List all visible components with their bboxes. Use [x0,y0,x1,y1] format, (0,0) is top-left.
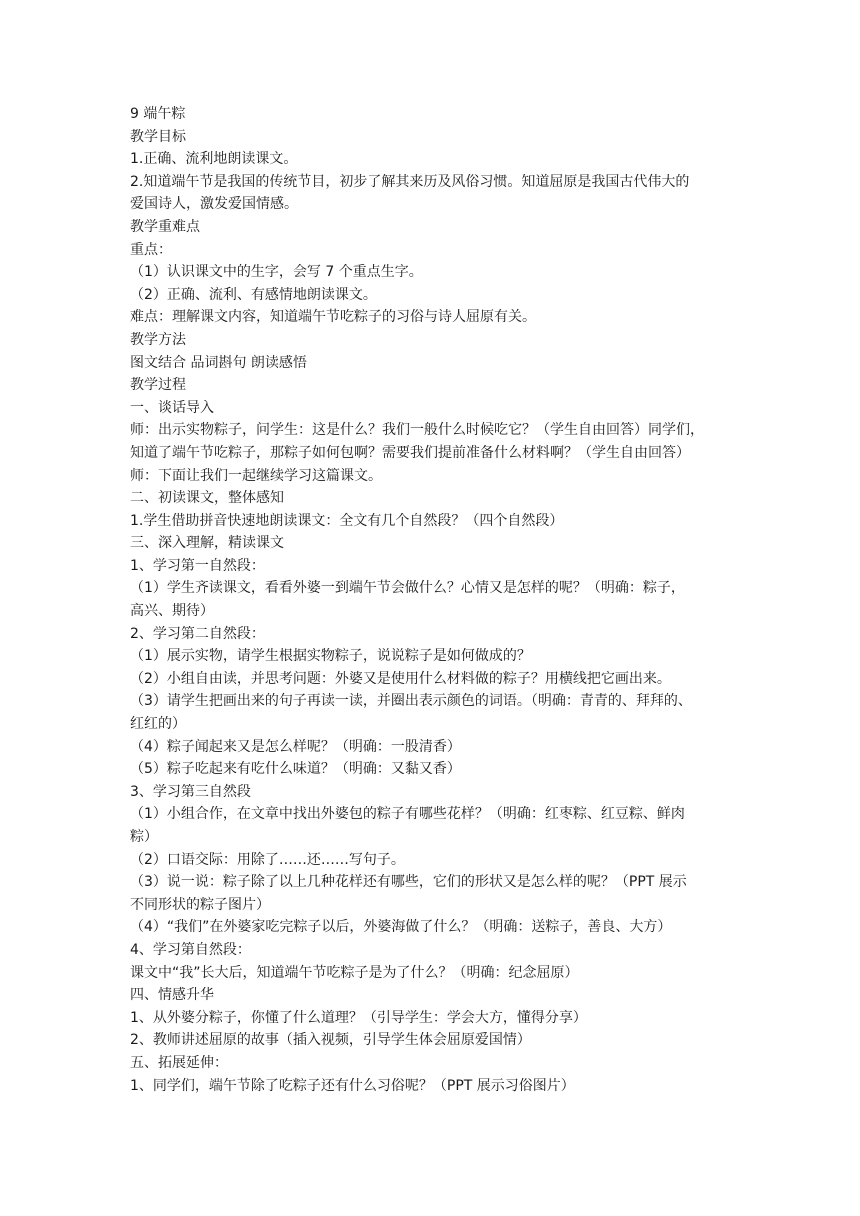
text-line: （5）粽子吃起来有吃什么味道？（明确：又黏又香） [130,761,461,778]
text-line: 1.学生借助拼音快速地朗读课文：全文有几个自然段？（四个自然段） [130,512,564,529]
text-line: 重点： [130,241,172,258]
text-line: 图文结合 品词斟句 朗读感悟 [130,354,307,371]
text-line: 难点：理解课文内容，知道端午节吃粽子的习俗与诗人屈原有关。 [130,309,536,326]
text-line: （2）小组自由读，并思考问题：外婆又是使用什么材料做的粽子？用横线把它画出来。 [130,670,671,687]
text-line: 粽） [130,829,158,845]
text-line: （3）说一说：粽子除了以上几种花样还有哪些，它们的形状又是怎么样的呢？（PPT 展示 [130,874,687,891]
text-line: 2、教师讲述屈原的故事（插入视频，引导学生体会屈原爱国情） [130,1032,531,1049]
text-line: 四、情感升华 [130,987,214,1004]
text-line: 4、学习第自然段： [130,941,251,958]
text-line: （1）小组合作，在文章中找出外婆包的粽子有哪些花样？（明确：红枣粽、红豆粽、鲜肉 [130,806,685,823]
text-line: 三、深入理解，精读课文 [130,535,284,552]
text-line: 爱国诗人，激发爱国情感。 [130,196,298,213]
text-line: 2、学习第二自然段： [130,625,265,642]
text-line: 9 端午粽 [130,106,186,122]
text-line: 师：下面让我们一起继续学习这篇课文。 [130,467,382,484]
text-line: 2.知道端午节是我国的传统节目，初步了解其来历及风俗习惯。知道屈原是我国古代伟大的 [130,173,690,190]
text-line: 红红的） [130,716,186,733]
text-line: 1.正确、流利地朗读课文。 [130,151,298,168]
text-line: 知道了端午节吃粽子，那粽子如何包啊？需要我们提前准备什么材料啊？（学生自由回答） [130,444,690,461]
text-line: 1、从外婆分粽子，你懂了什么道理？（引导学生：学会大方，懂得分享） [130,1009,587,1026]
text-line: 不同形状的粽子图片） [130,896,270,913]
text-line: 1、学习第一自然段： [130,557,265,574]
text-line: 3、学习第三自然段 [130,783,251,800]
text-line: 教学方法 [130,331,186,348]
text-line: （2）口语交际：用除了……还……写句子。 [130,851,405,868]
text-line: 高兴、期待） [130,603,214,620]
text-line: 教学过程 [130,377,186,394]
text-line: 二、初读课文，整体感知 [130,490,284,507]
text-line: 教学重难点 [130,218,200,235]
text-line: （4）粽子闻起来又是怎么样呢？（明确：一股清香） [130,738,461,755]
text-line: 师：出示实物粽子，问学生：这是什么？我们一般什么时候吃它？（学生自由回答）同学们， [130,422,704,439]
document-body [130,103,740,1097]
text-line: （3）请学生把画出来的句子再读一读，并圈出表示颜色的词语。（明确：青青的、拜拜的、 [130,693,692,710]
text-line: 1、同学们，端午节除了吃粽子还有什么习俗呢？（PPT 展示习俗图片） [130,1077,575,1094]
text-line: 五、拓展延伸： [130,1054,228,1071]
text-line: （2）正确、流利、有感情地朗读课文。 [130,286,377,303]
text-line: 教学目标 [130,128,186,145]
text-line: （1）展示实物，请学生根据实物粽子，说说粽子是如何做成的？ [130,648,531,665]
text-line: （1）认识课文中的生字，会写 7 个重点生字。 [130,264,423,281]
text-line: （1）学生齐读课文，看看外婆一到端午节会做什么？心情又是怎样的呢？（明确：粽子， [130,580,685,597]
text-line: 课文中“我”长大后，知道端午节吃粽子是为了什么？（明确：纪念屈原） [130,964,579,981]
text-line: 一、谈话导入 [130,399,214,416]
text-line: （4）“我们”在外婆家吃完粽子以后，外婆海做了什么？（明确：送粽子，善良、大方） [130,919,672,936]
